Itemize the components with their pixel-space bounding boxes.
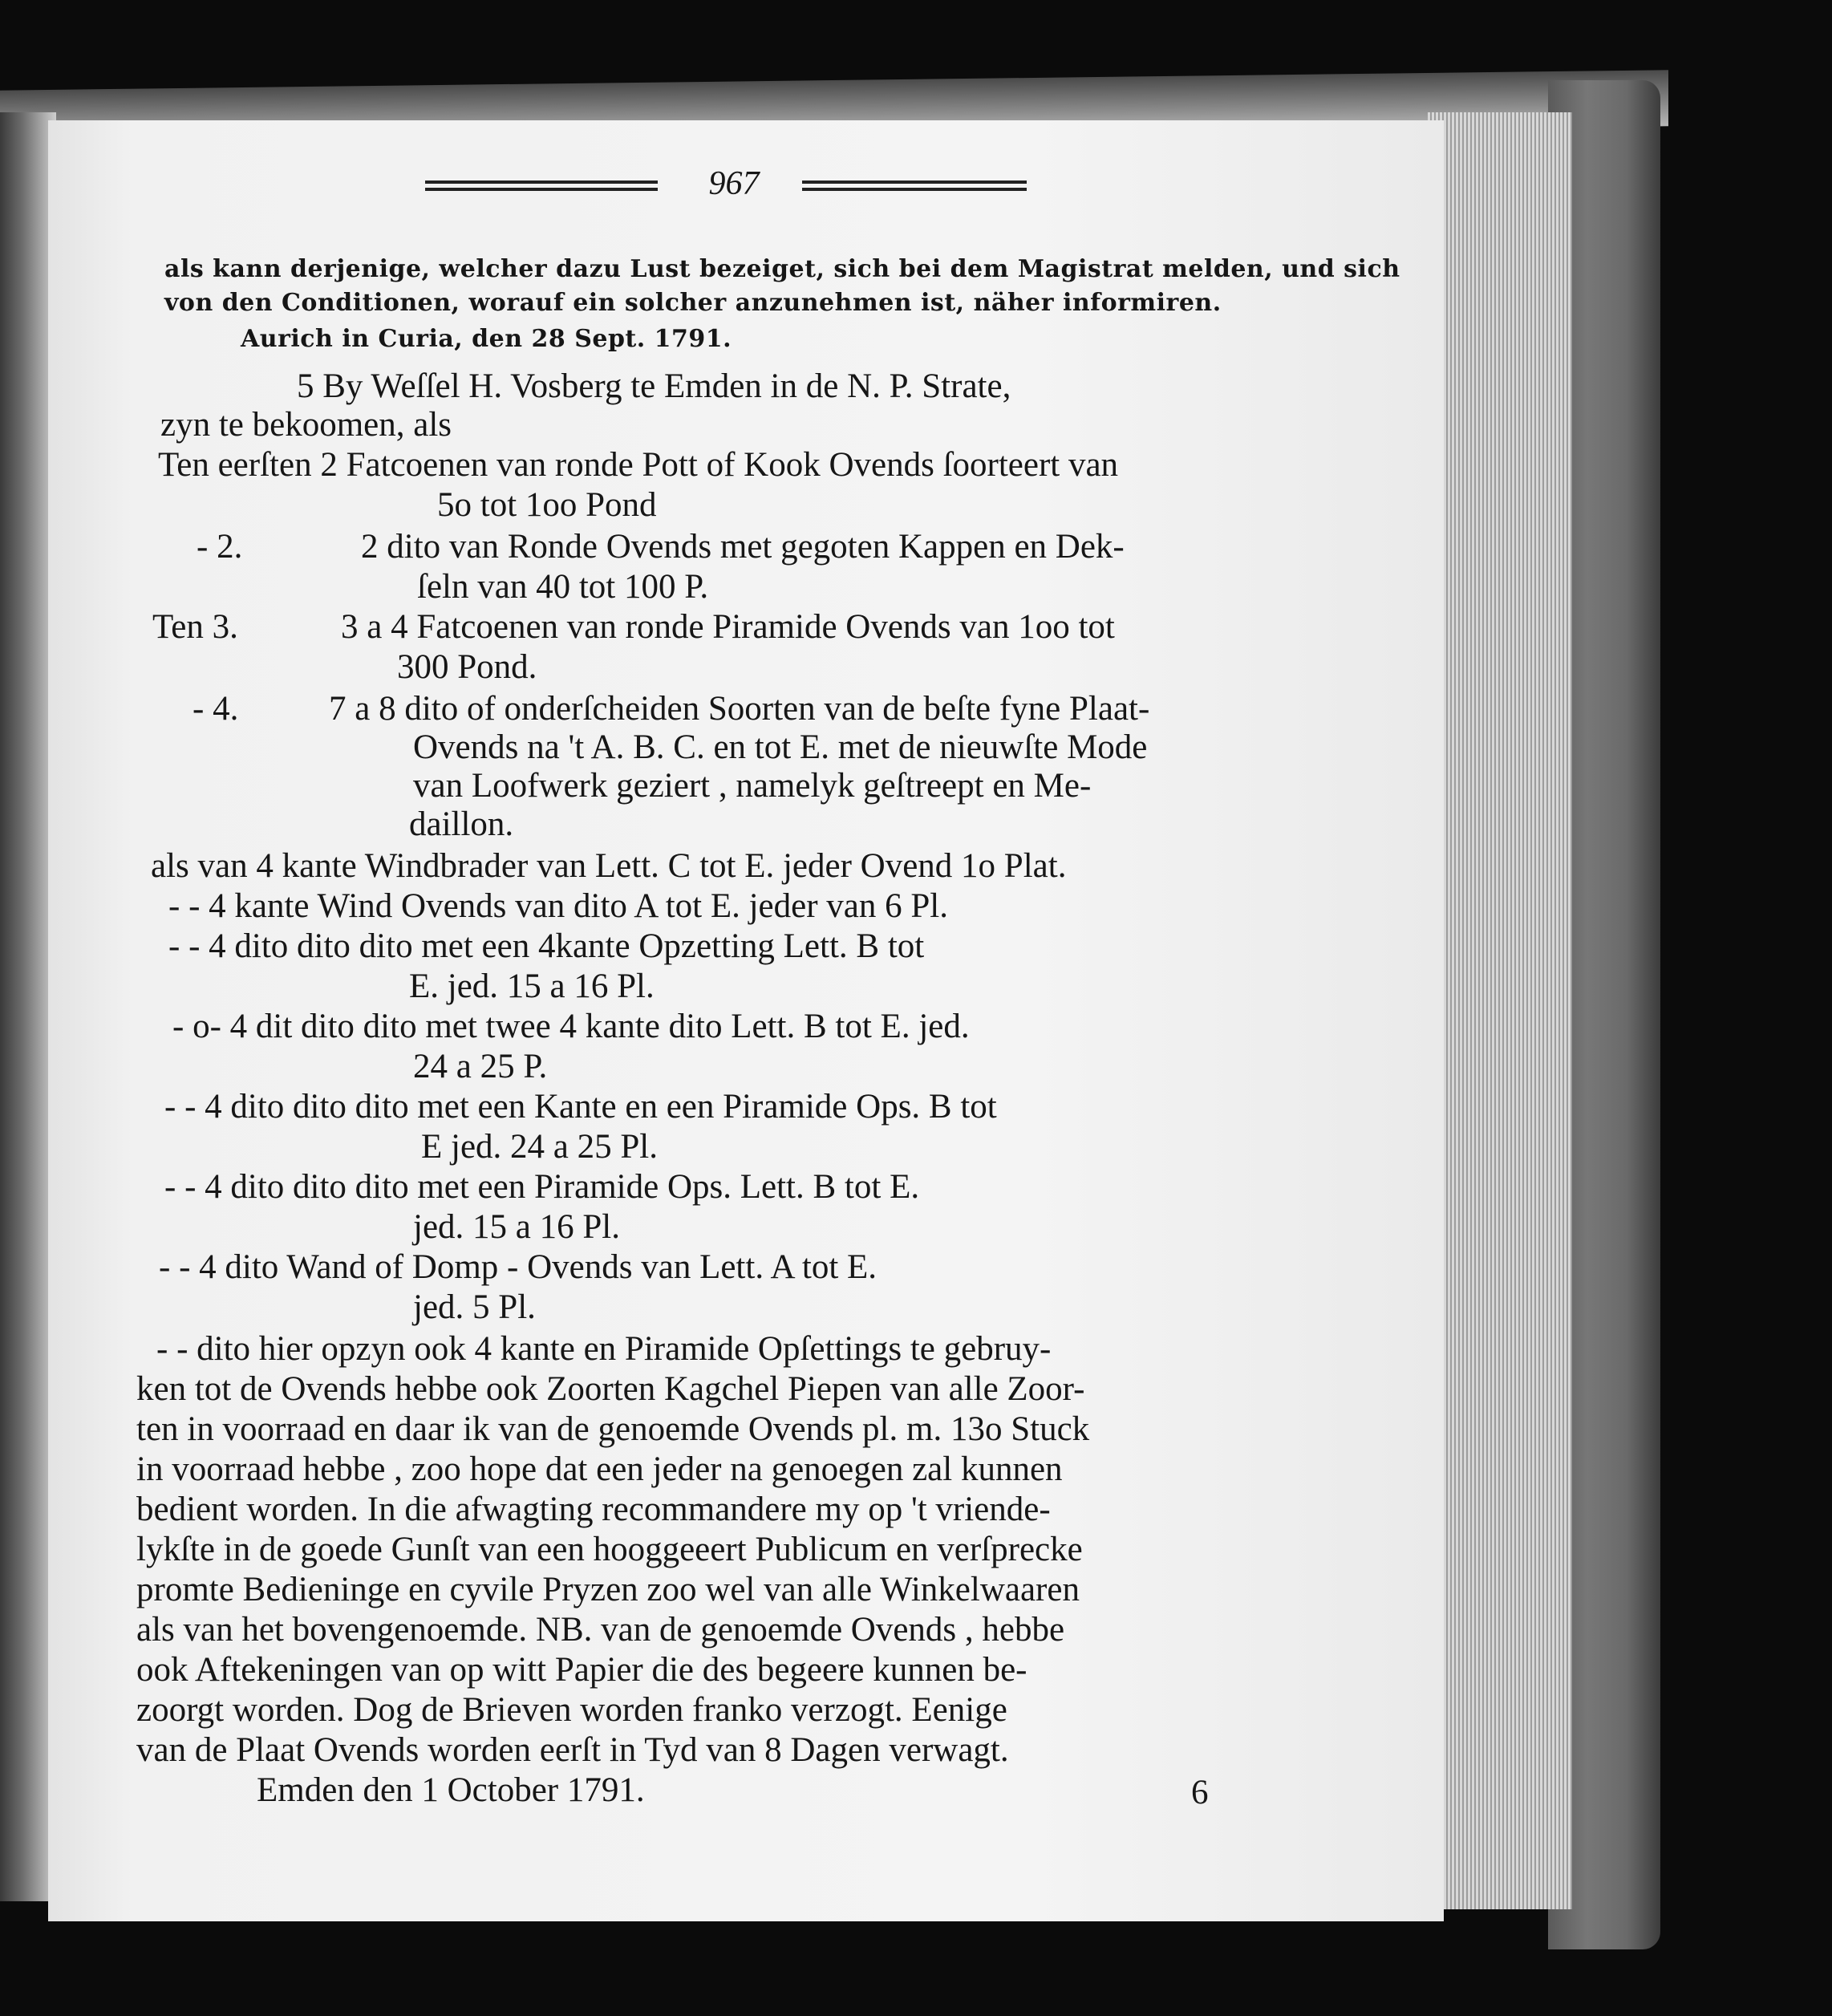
ad-line: bedient worden. In die afwagting recommandere my op 't vriende- (136, 1491, 1051, 1528)
ad-line: - - 4 kante Wind Ovends van dito A tot E. jeder van 6 Pl. (168, 887, 948, 925)
page-number: 967 (708, 165, 760, 202)
ad-line: 24 a 25 P. (413, 1048, 548, 1085)
ad-line: ook Aftekeningen van op witt Papier die des begeere kunnen be- (136, 1651, 1027, 1689)
ad-line: daillon. (409, 805, 514, 843)
page-header (425, 164, 1027, 213)
ad-line: zoorgt worden. Dog de Brieven worden franko verzogt. Eenige (136, 1691, 1007, 1729)
ad-line: 3 a 4 Fatcoenen van ronde Piramide Ovends van 1oo tot (341, 608, 1115, 646)
ad-line: Ten 3. (152, 608, 238, 646)
ad-line: van de Plaat Ovends worden eerſt in Tyd van 8 Dagen verwagt. (136, 1731, 1009, 1769)
ad-line: E jed. 24 a 25 Pl. (421, 1128, 658, 1166)
fraktur-line: Aurich in Curia, den 28 Sept. 1791. (241, 325, 732, 353)
ad-line: 5 By Weſſel H. Vosberg te Emden in de N. P. Strate, (297, 367, 1011, 405)
fraktur-line: als kann derjenige, welcher dazu Lust bezeiget, sich bei dem Magistrat melden, und sich (164, 255, 1400, 283)
page-block-edge (1428, 112, 1572, 1909)
ad-line: zyn te bekoomen, als (160, 406, 452, 444)
ad-line: 2 dito van Ronde Ovends met gegoten Kappen en Dek- (361, 528, 1125, 566)
fraktur-line: von den Conditionen, worauf ein solcher anzunehmen ist, näher informiren. (164, 289, 1222, 317)
ad-line: ken tot de Ovends hebbe ook Zoorten Kagchel Piepen van alle Zoor- (136, 1370, 1085, 1408)
ad-line: 300 Pond. (397, 648, 537, 686)
ad-line: jed. 5 Pl. (413, 1288, 536, 1326)
ad-line: lykſte in de goede Gunſt van een hooggeeert Publicum en verſprecke (136, 1531, 1083, 1568)
header-rule-left (425, 181, 658, 191)
ad-line: - 4. (193, 690, 239, 728)
signature-number: 6 (1191, 1774, 1209, 1811)
ad-line: Ovends na 't A. B. C. en tot E. met de nieuwſte Mode (413, 728, 1148, 766)
ad-line: promte Bedieninge en cyvile Pryzen zoo wel van alle Winkelwaaren (136, 1571, 1080, 1608)
ad-line: Emden den 1 October 1791. (257, 1771, 645, 1809)
ad-line: Ten eerſten 2 Fatcoenen van ronde Pott of Kook Ovends ſoorteert van (158, 446, 1119, 484)
ad-line: 7 a 8 dito of onderſcheiden Soorten van de beſte fyne Plaat- (329, 690, 1150, 728)
ad-line: jed. 15 a 16 Pl. (413, 1208, 620, 1246)
ad-line: - 2. (197, 528, 243, 566)
ad-line: als van 4 kante Windbrader van Lett. C tot E. jeder Ovend 1o Plat. (151, 847, 1067, 885)
ad-line: in voorraad hebbe , zoo hope dat een jeder na genoegen zal kunnen (136, 1450, 1063, 1488)
ad-line: - o- 4 dit dito dito met twee 4 kante dito Lett. B tot E. jed. (172, 1008, 970, 1045)
ad-line: - - 4 dito dito dito met een 4kante Opzetting Lett. B tot (168, 927, 925, 965)
ad-line: - - 4 dito dito dito met een Piramide Ops. Lett. B tot E. (164, 1168, 920, 1206)
ad-line: - - dito hier opzyn ook 4 kante en Piramide Opſettings te gebruy- (156, 1330, 1052, 1368)
ad-line: E. jed. 15 a 16 Pl. (409, 967, 655, 1005)
ad-line: 5o tot 1oo Pond (437, 486, 657, 524)
ad-line: - - 4 dito dito dito met een Kante en een Piramide Ops. B tot (164, 1088, 997, 1126)
header-rule-right (802, 181, 1027, 191)
ad-line: van Loofwerk geziert , namelyk geſtreept en Me- (413, 767, 1092, 805)
ad-line: ten in voorraad en daar ik van de genoemde Ovends pl. m. 13o Stuck (136, 1410, 1090, 1448)
ad-line: als van het bovengenoemde. NB. van de genoemde Ovends , hebbe (136, 1611, 1065, 1649)
ad-line: - - 4 dito Wand of Domp - Ovends van Lett. A tot E. (159, 1248, 877, 1286)
ad-line: ſeln van 40 tot 100 P. (417, 568, 709, 606)
